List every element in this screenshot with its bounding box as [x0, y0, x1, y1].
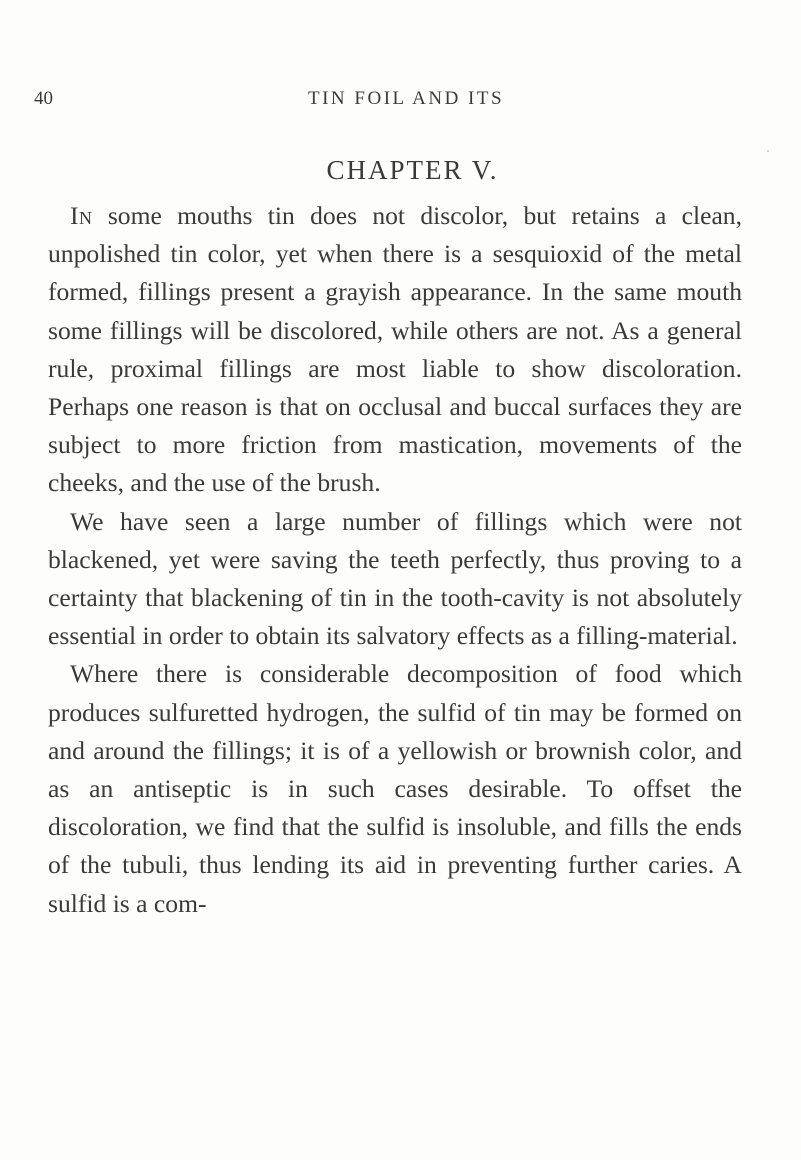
paper-speck: [767, 150, 769, 152]
paragraph-lead: In: [70, 201, 93, 230]
page-number: 40: [34, 88, 53, 109]
paragraph-text: some mouths tin does not discolor, but retains a clean, unpolished tin color, yet when there is a sesquioxid of the metal formed, fillings present a grayish appearance. In the same mouth some fillings will be discolored, while others are not. As a general rule, proximal fillings are most liable to show discoloration. Perhaps one reason is that on occlusal and buccal surfaces they are subject to more friction from mastication, movements of the cheeks, and the use of the brush.: [48, 201, 742, 498]
paragraph-text: Where there is considerable decomposition of food which produces sulfuretted hydrogen, the sulfid of tin may be formed on and around the fillings; it is of a yellowish or brownish color, and as an antiseptic is in such cases desirable. To offset the discoloration, we find that the sulfid is insoluble, and fills the ends of the tubuli, thus lending its aid in preventing further caries. A sulfid is a com-: [48, 659, 742, 918]
chapter-heading: CHAPTER V.: [326, 155, 499, 185]
running-title: TIN FOIL AND ITS: [308, 88, 505, 109]
paragraph-3: [48, 655, 742, 922]
paragraph-2: [48, 503, 742, 656]
body-text: [48, 197, 742, 923]
paragraph-text: We have seen a large number of fillings which were not blackened, yet were saving the teeth perfectly, thus proving to a certainty that blackening of tin in the tooth-cavity is not absolutely essential in order to obtain its salvatory effects as a filling-material.: [48, 506, 742, 651]
paragraph-1: [48, 197, 742, 503]
running-head: [34, 88, 734, 116]
